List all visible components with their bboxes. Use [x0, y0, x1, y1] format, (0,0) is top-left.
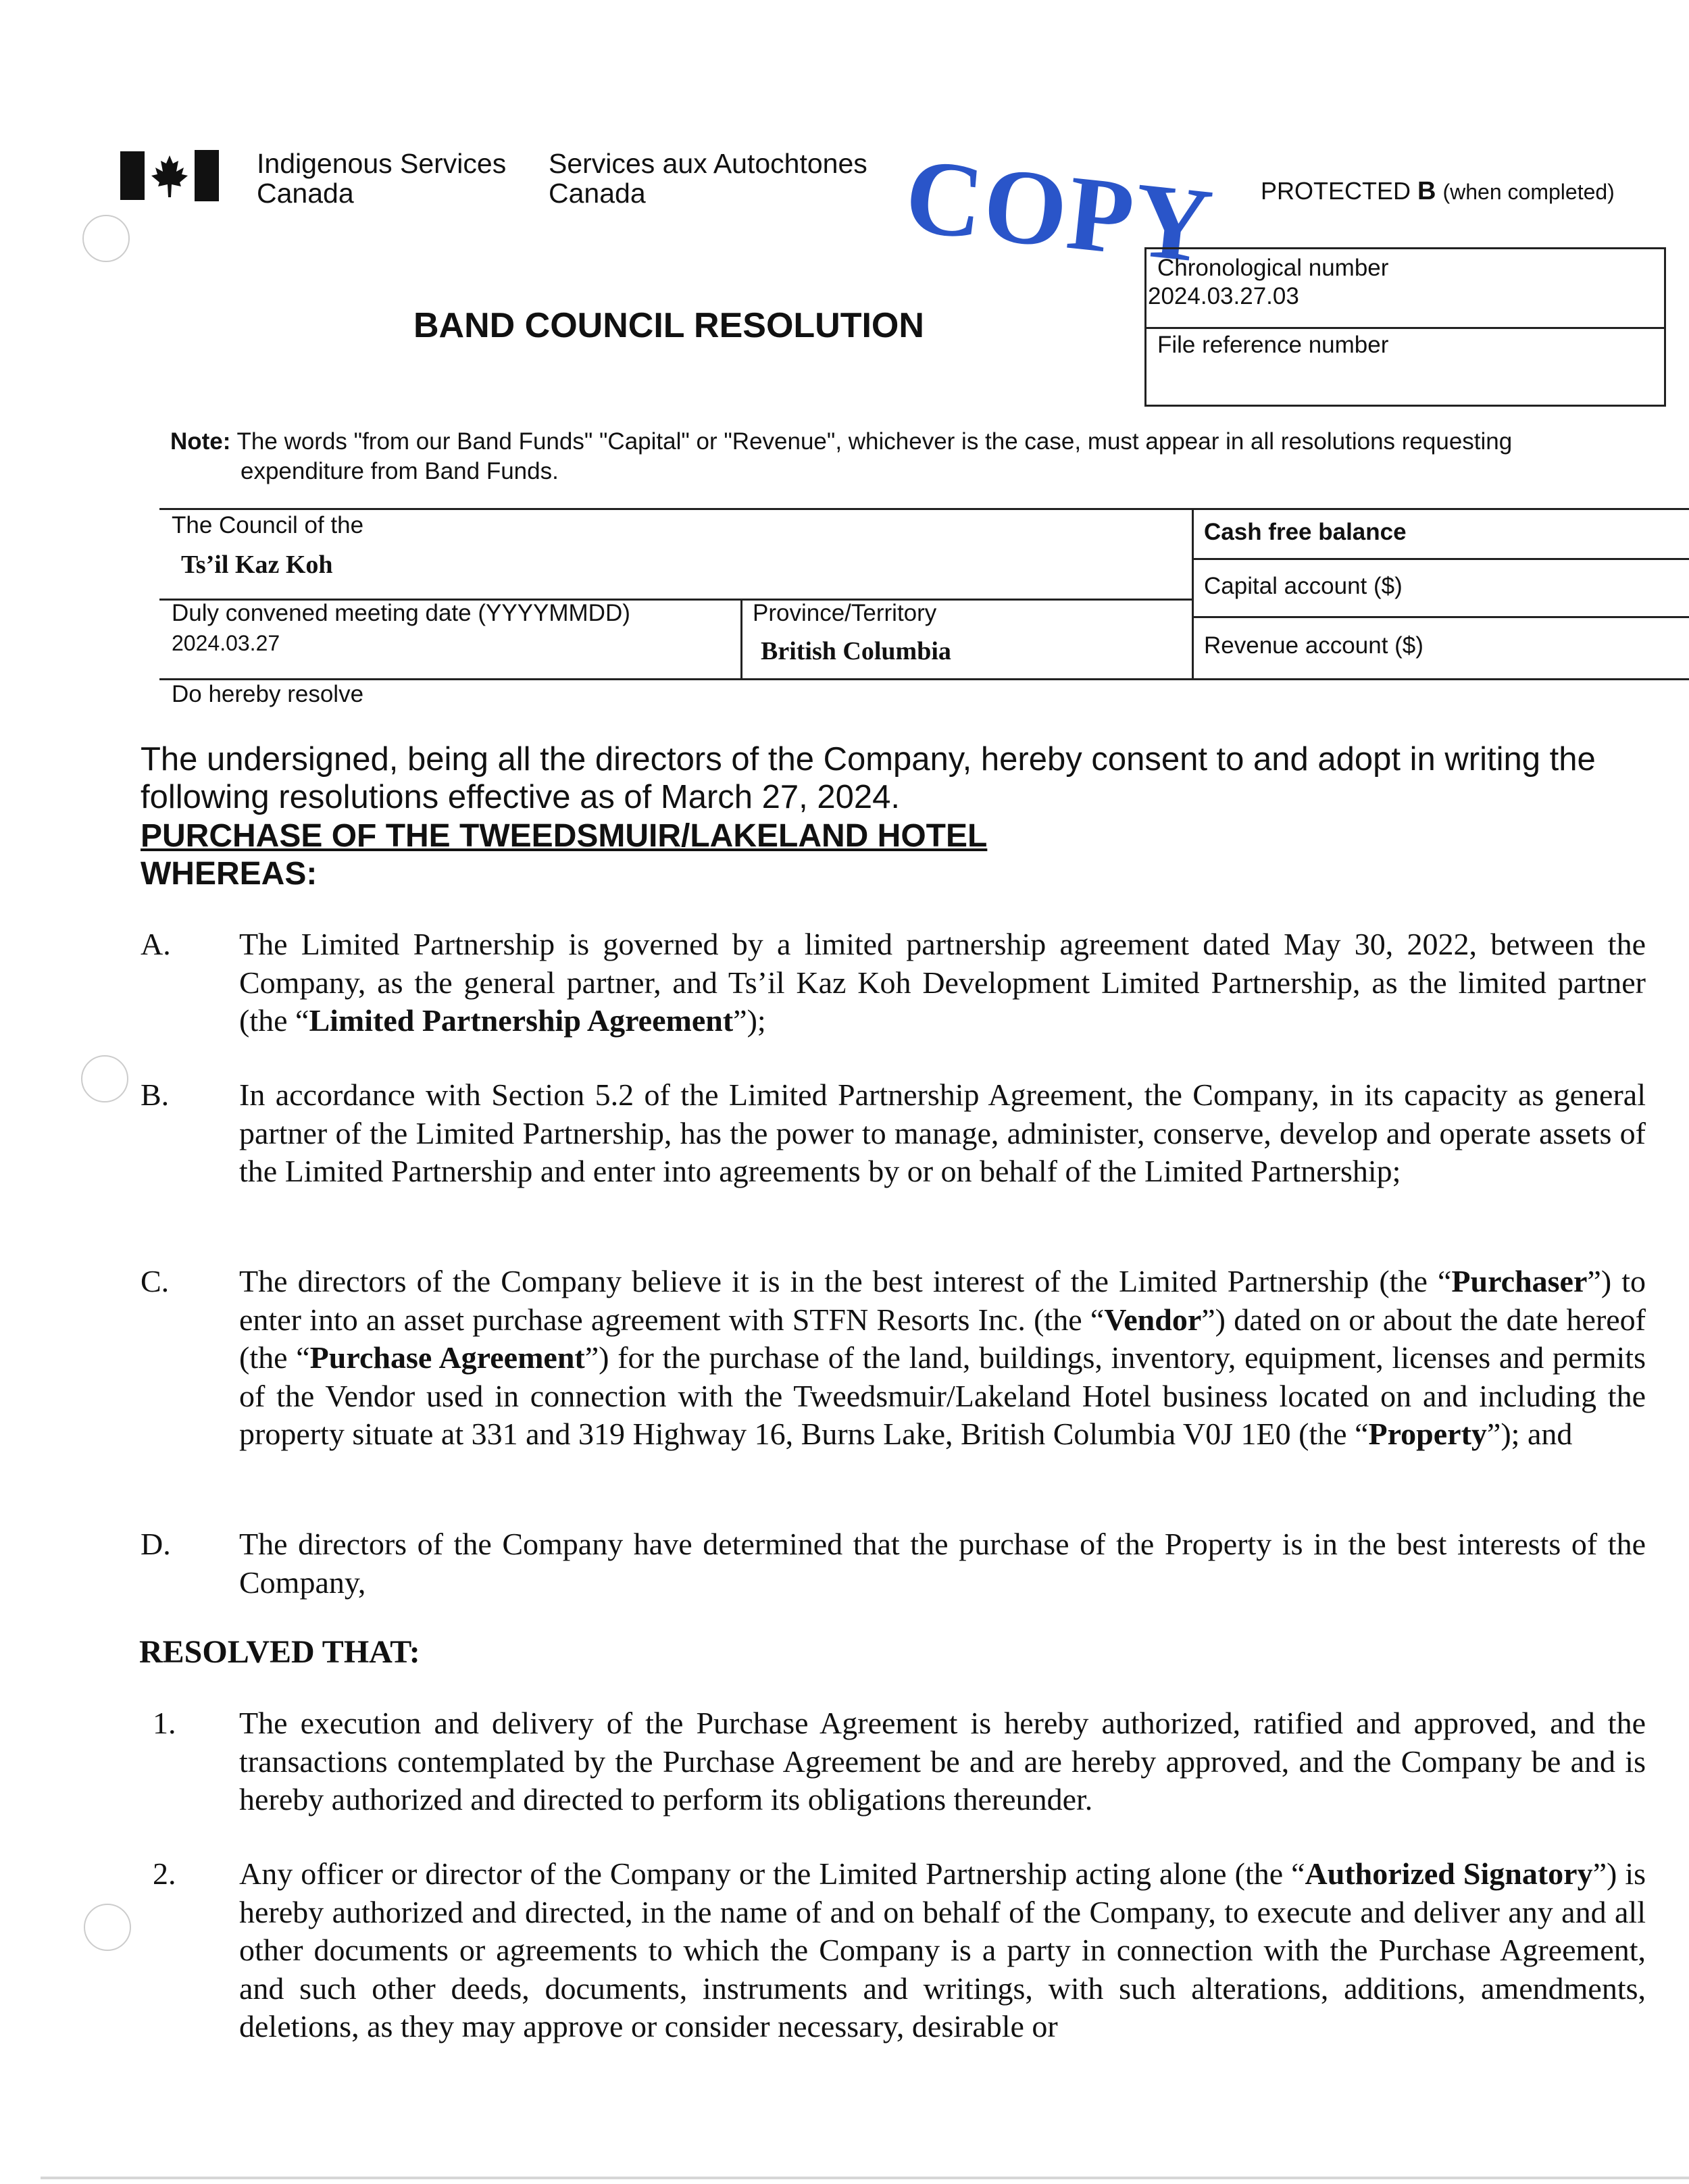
resolution-marker: 2. — [153, 1856, 176, 1891]
intro-line1: The undersigned, being all the directors of the Company, hereby consent to and adopt in writing the — [141, 741, 1596, 778]
protected-level: B — [1417, 177, 1436, 205]
recital-marker: A. — [141, 927, 171, 961]
protected-prefix: PROTECTED — [1261, 177, 1418, 205]
dept-fr-line1: Services aux Autochtones — [549, 148, 867, 179]
recital-marker: B. — [141, 1077, 170, 1112]
recital-text: ”); — [733, 1003, 766, 1038]
council-name: Ts’il Kaz Koh — [181, 551, 333, 579]
meeting-date-value: 2024.03.27 — [172, 631, 280, 655]
recital-b — [141, 1076, 1646, 1191]
resolution-marker: 1. — [153, 1706, 176, 1740]
cash-free-balance-label: Cash free balance — [1204, 519, 1407, 545]
recital-marker: C. — [141, 1264, 170, 1298]
protected-label — [1261, 177, 1615, 206]
resolution-2 — [141, 1855, 1646, 2046]
chrono-label: Chronological number — [1157, 255, 1389, 281]
province-value: British Columbia — [761, 637, 951, 665]
purchase-heading: PURCHASE OF THE TWEEDSMUIR/LAKELAND HOTEL — [141, 818, 988, 854]
page-title: BAND COUNCIL RESOLUTION — [413, 306, 924, 345]
table-rule-bottom — [159, 678, 1689, 680]
note-line2: expenditure from Band Funds. — [241, 458, 559, 484]
defined-term: Vendor — [1104, 1302, 1202, 1337]
resolution-1 — [141, 1704, 1646, 1819]
defined-term: Purchase Agreement — [309, 1340, 585, 1375]
recital-c — [141, 1263, 1646, 1454]
resolution-text: The execution and delivery of the Purchase Agreement is hereby authorized, ratified and approved, and the transactions contemplated by the Purchase Agreement be and are hereby approved, and the Company be and is hereby authorized and directed to perform its obligations thereunder. — [239, 1706, 1646, 1817]
resolution-text: Any officer or director of the Company or the Limited Partnership acting alone (the “ — [239, 1856, 1305, 1891]
defined-term: Property — [1368, 1417, 1487, 1451]
revenue-account-label: Revenue account ($) — [1204, 632, 1423, 659]
defined-term: Limited Partnership Agreement — [309, 1003, 734, 1038]
table-divider-province — [740, 599, 742, 678]
reference-box — [1144, 247, 1666, 407]
intro-paragraph — [141, 740, 1654, 816]
recital-text: ”); and — [1486, 1417, 1573, 1451]
do-hereby-resolve-label: Do hereby resolve — [172, 681, 364, 707]
resolved-heading: RESOLVED THAT: — [139, 1634, 420, 1670]
copy-stamp: COPY — [900, 136, 1219, 286]
intro-line2: following resolutions effective as of March 27, 2024. — [141, 779, 901, 815]
recital-text: The directors of the Company have determined that the purchase of the Property is in the best interests of the Company, — [239, 1527, 1646, 1600]
canada-flag-icon — [120, 150, 219, 201]
council-label: The Council of the — [172, 512, 364, 538]
capital-account-label: Capital account ($) — [1204, 573, 1403, 599]
file-ref-label: File reference number — [1157, 332, 1389, 358]
recital-text: ”) dated on or about the date hereof (the “ — [239, 1302, 1646, 1375]
recital-d — [141, 1525, 1646, 1602]
dept-en-line2: Canada — [257, 178, 354, 209]
table-rule-capital — [1192, 616, 1689, 618]
table-rule-top — [159, 508, 1689, 510]
dept-fr-line2: Canada — [549, 178, 646, 209]
defined-term: Purchaser — [1451, 1264, 1588, 1298]
protected-suffix: (when completed) — [1442, 180, 1615, 204]
chrono-value: 2024.03.27.03 — [1148, 283, 1299, 309]
note-label: Note: — [170, 428, 231, 455]
recital-text: ”) for the purchase of the land, buildings, inventory, equipment, licenses and permits of the Vendor used in connection with the Tweedsmuir/Lakeland Hotel business located on and including the property situate at 331 and 319 Highway 16, Burns Lake, British Columbia V0J 1E0 (the “ — [239, 1340, 1646, 1451]
recital-text: The Limited Partnership is governed by a limited partnership agreement dated May 30, 2022, between the Company, as the general partner, and Ts’il Kaz Koh Development Limited Partnership, as the limited partner (the “ — [239, 927, 1646, 1038]
recital-text: The directors of the Company believe it is in the best interest of the Limited Partnership (the “ — [239, 1264, 1452, 1298]
department-name-french — [549, 149, 867, 208]
province-label: Province/Territory — [753, 600, 937, 626]
chrono-cell — [1146, 249, 1664, 329]
recital-text: In accordance with Section 5.2 of the Limited Partnership Agreement, the Company, in its capacity as general partner of the Limited Partnership, has the power to manage, administer, conserve, develop and operate assets of the Limited Partnership and enter into agreements by or on behalf of the Limited Partnership; — [239, 1077, 1646, 1188]
recital-text: ”) to enter into an asset purchase agreement with STFN Resorts Inc. (the “ — [239, 1264, 1646, 1337]
page-edge-rule — [41, 2177, 1689, 2179]
department-name-english — [257, 149, 506, 208]
table-divider-right — [1192, 508, 1194, 678]
recital-a — [141, 925, 1646, 1040]
note — [170, 427, 1630, 486]
dept-en-line1: Indigenous Services — [257, 148, 507, 179]
punch-hole — [82, 215, 130, 262]
recital-marker: D. — [141, 1527, 171, 1561]
whereas-heading: WHEREAS: — [141, 856, 318, 892]
punch-hole — [84, 1904, 131, 1951]
meeting-date-label: Duly convened meeting date (YYYYMMDD) — [172, 600, 630, 626]
note-line1: The words "from our Band Funds" "Capital" or "Revenue", whichever is the case, must appear in all resolutions requesting — [236, 428, 1513, 455]
table-rule-cash — [1192, 558, 1689, 560]
punch-hole — [81, 1055, 128, 1102]
resolution-text: ”) is hereby authorized and directed, in the name of and on behalf of the Company, to execute and deliver any and all other documents or agreements to which the Company is a party in connection with the Purchase Agreement, and such other deeds, documents, instruments and writings, with such alterations, additions, amendments, deletions, as they may approve or consider necessary, desirable or — [239, 1856, 1646, 2043]
defined-term: Authorized Signatory — [1305, 1856, 1593, 1891]
